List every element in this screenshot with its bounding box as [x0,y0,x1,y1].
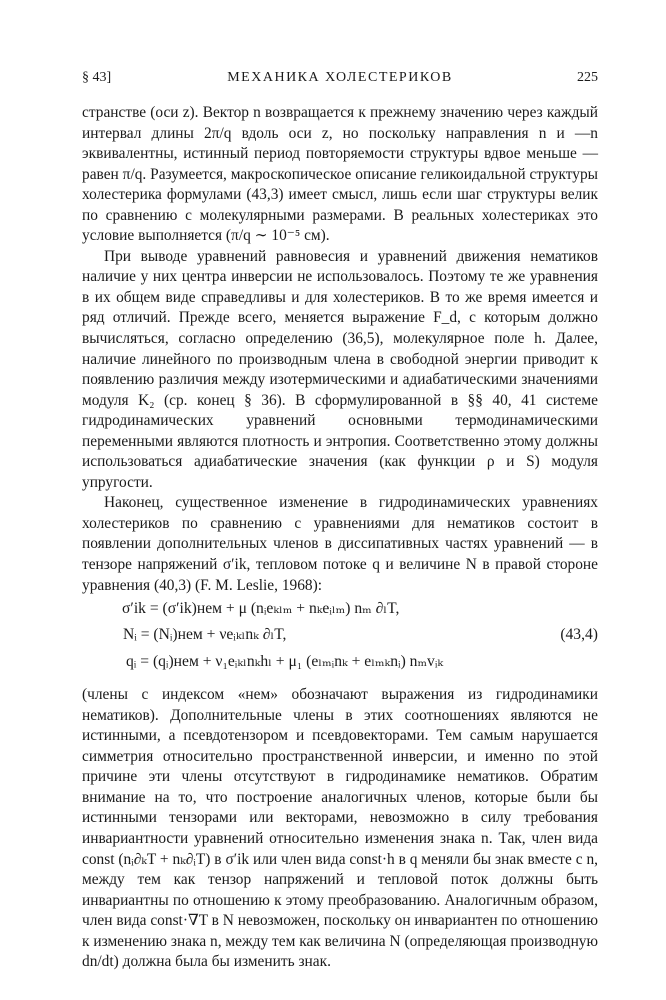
equation-block [82,597,598,681]
equation-heat-flux: qᵢ = (qᵢ)нем + ν₁eᵢₖₗnₖhₗ + μ₁ (eₗₘᵢnₖ + eₗₘₖnᵢ) nₘvᵢₖ [126,653,444,671]
chapter-title: МЕХАНИКА ХОЛЕСТЕРИКОВ [227,70,453,85]
paragraph-4: (члены с индексом «нем» обозначают выражения из гидродинамики нематиков). Дополнительные члены в этих соотношениях являются не истинными, а псевдотензором и псевдовекторами. Тем самым нарушается симметрия относительно пространственной инверсии, и именно по этой причине эти члены отсутствуют в гидродинамике нематиков. Обратим внимание на то, что построение аналогичных членов, которые были бы истинными тензорами или векторами, невозможно в силу требования инвариантности уравнений относительно изменения знака n. Так, член вида const (nᵢ∂ₖT + nₖ∂ᵢT) в σ′ik или член вида const·h в q меняли бы знак вместе с n, между тем как тензор напряжений и тепловой поток должны быть инвариантны по отношению к этому преобразованию. Аналогичным образом, член вида const·∇T в N невозможен, поскольку он инвариантен по отношению к изменению знака n, между тем как величина N (определяющая производную dn/dt) должна была бы изменить знак. [82,686,598,971]
body-text [82,103,598,973]
paragraph-3: Наконец, существенное изменение в гидродинамических уравнениях холестериков по сравнению с уравнениями для нематиков состоит в появлении дополнительных членов в диссипативных частях уравнений — в тензоре напряжений σ′ik, тепловом потоке q и величине N в правой стороне уравнения (40,3) (F. M. Leslie, 1968): [82,494,598,594]
paragraph-1: странстве (оси z). Вектор n возвращается к прежнему значению через каждый интервал длины 2π/q вдоль оси z, но поскольку направления n и —n эквивалентны, истинный период повторяемости структуры вдвое меньше — равен π/q. Разумеется, макроскопическое описание геликоидальной структуры холестерика формулами (43,3) имеет смысл, лишь если шаг структуры велик по сравнению с молекулярными размерами. В реальных холестериках это условие выполняется (π/q ∼ 10⁻⁵ см). [82,104,598,245]
running-head [82,70,598,92]
section-reference: § 43] [82,70,112,85]
equation-stress-tensor: σ′ik = (σ′ik)нем + μ (nᵢeₖₗₘ + nₖeᵢₗₘ) nₘ ∂ₗT, [122,600,400,618]
equation-n-vector: Nᵢ = (Nᵢ)нем + νeᵢₖₗnₖ ∂ₗT, [123,626,287,644]
equation-number: (43,4) [560,626,598,644]
paragraph-2: При выводе уравнений равновесия и уравнений движения нематиков наличие у них центра инверсии не использовалось. Поэтому те же уравнения в их общем виде справедливы и для холестериков. В то же время имеется и ряд отличий. Прежде всего, меняется выражение F_d, с которым должно вычисляться, согласно определению (36,5), молекулярное поле h. Далее, наличие линейного по производным члена в свободной энергии приводит к появлению различия между изотермическими и адиабатическими значениями модуля K₂ (ср. конец § 36). В сформулированной в §§ 40, 41 системе гидродинамических уравнений основными термодинамическими переменными являются плотность и энтропия. Соответственно этому должны использоваться адиабатические значения (как функции ρ и S) модуля упругости. [82,247,598,491]
page-number: 225 [577,70,598,85]
